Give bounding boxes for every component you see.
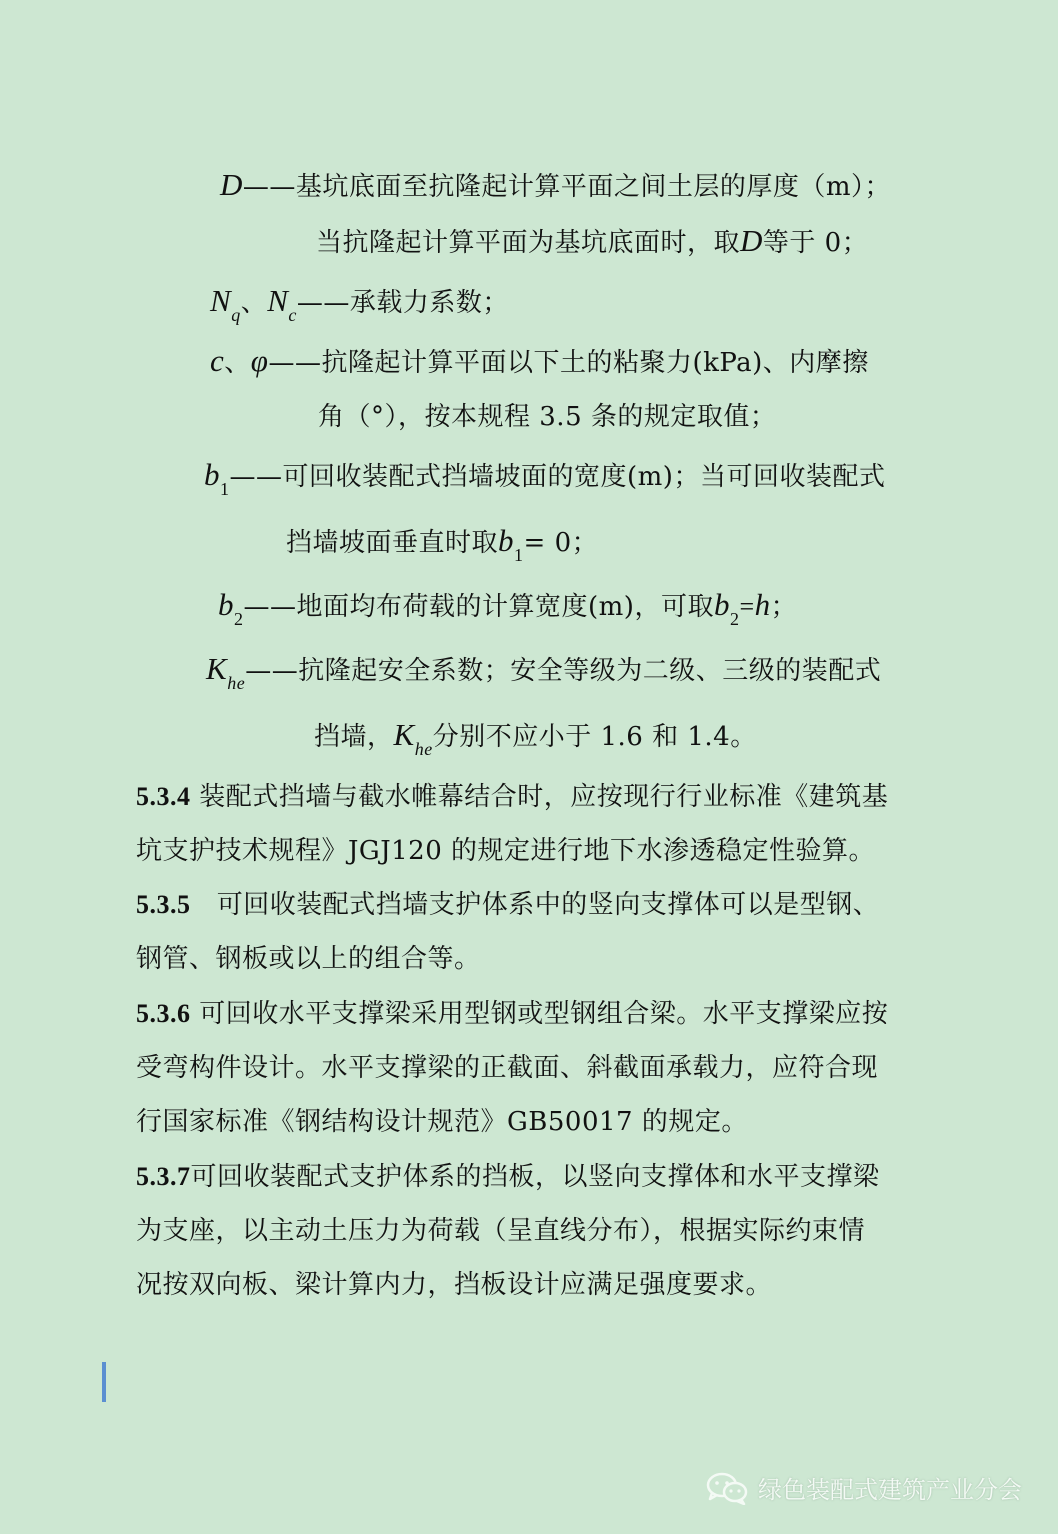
symbol-phi: φ: [250, 343, 269, 378]
clause-text: 可回收装配式挡墙支护体系中的竖向支撑体可以是型钢、: [216, 890, 880, 920]
definition-text: 地面均布荷载的计算宽度(m)，可取: [296, 592, 714, 622]
symbol-c: c: [210, 343, 225, 378]
definition-text: 抗隆起安全系数；安全等级为二级、三级的装配式: [298, 656, 882, 686]
definition-text: 分别不应小于 1.6 和 1.4。: [432, 722, 757, 752]
separator: 、: [240, 288, 268, 318]
clause-text: 装配式挡墙与截水帷幕结合时，应按现行行业标准《建筑基: [199, 782, 889, 812]
symbol-d: D: [220, 167, 243, 202]
definition-khe-continuation: [314, 718, 757, 766]
definition-nq-nc: [210, 284, 509, 332]
clause-5-3-7-line-2: [136, 1214, 865, 1248]
clause-text: 坑支护技术规程》JGJ120 的规定进行地下水渗透稳定性验算。: [136, 836, 876, 866]
dash: ——: [243, 592, 297, 622]
definition-text: ；: [770, 592, 798, 622]
definition-b1: [204, 458, 885, 506]
dash: ——: [229, 462, 283, 492]
dash: ——: [242, 172, 296, 202]
clause-number: 5.3.6: [136, 999, 191, 1028]
clause-5-3-5: [136, 888, 879, 922]
symbol-b: b: [498, 523, 515, 558]
separator: 、: [224, 348, 251, 378]
clause-5-3-7-line-3: [136, 1268, 772, 1302]
symbol-b: b: [713, 587, 730, 622]
clause-text: 可回收装配式支护体系的挡板，以竖向支撑体和水平支撑梁: [190, 1162, 880, 1192]
symbol-h: h: [754, 587, 771, 622]
text-cursor: [102, 1362, 106, 1402]
dash: ——: [296, 288, 350, 318]
wechat-icon: [704, 1471, 750, 1505]
clause-5-3-6: [136, 997, 888, 1031]
clause-text: 受弯构件设计。水平支撑梁的正截面、斜截面承载力，应符合现: [136, 1053, 879, 1083]
clause-number: 5.3.4: [136, 782, 191, 811]
subscript-2: 2: [729, 609, 740, 629]
clause-number: 5.3.7: [136, 1162, 191, 1191]
definition-khe: [206, 652, 881, 700]
clause-number: 5.3.5: [136, 890, 191, 919]
clause-text: 可回收水平支撑梁采用型钢或型钢组合梁。水平支撑梁应按: [199, 999, 889, 1029]
definition-text: 承载力系数；: [349, 288, 509, 318]
definition-text: 等于 0；: [762, 228, 869, 258]
definition-c-phi-continuation: [318, 400, 776, 434]
clause-text: 况按双向板、梁计算内力，挡板设计应满足强度要求。: [136, 1270, 773, 1300]
symbol-k: K: [393, 717, 415, 752]
subscript-he: he: [414, 739, 433, 759]
definition-d-continuation: [316, 224, 868, 260]
definition-b1-continuation: [286, 524, 598, 572]
symbol-b: b: [218, 587, 234, 622]
watermark: [704, 1470, 1022, 1505]
symbol-n: N: [267, 283, 289, 318]
clause-5-3-5-line-2: [136, 942, 481, 976]
definition-text: 基坑底面至抗隆起计算平面之间土层的厚度（m）；: [295, 172, 892, 202]
subscript-1: 1: [514, 545, 524, 565]
definition-text: 挡墙，: [314, 722, 394, 752]
dash: ——: [268, 348, 322, 378]
definition-c-phi: [210, 344, 869, 380]
subscript-2: 2: [234, 609, 244, 629]
definition-d: [220, 168, 891, 204]
clause-5-3-6-line-3: [136, 1105, 748, 1139]
definition-text: 角（°），按本规程 3.5 条的规定取值；: [318, 402, 777, 432]
subscript-1: 1: [220, 479, 230, 499]
symbol-k: K: [206, 651, 228, 686]
definition-text: 抗隆起计算平面以下土的粘聚力(kPa)、内摩擦: [321, 348, 869, 378]
definition-text: 可回收装配式挡墙坡面的宽度(m)；当可回收装配式: [282, 462, 886, 492]
subscript-q: q: [231, 305, 241, 325]
symbol-d: D: [740, 223, 763, 258]
clause-5-3-6-line-2: [136, 1051, 878, 1085]
dash: ——: [245, 656, 299, 686]
equals-sign: =: [739, 592, 755, 621]
clause-5-3-4: [136, 780, 888, 814]
symbol-b: b: [204, 457, 220, 492]
subscript-he: he: [227, 673, 246, 693]
watermark-text: 绿色装配式建筑产业分会: [758, 1476, 1022, 1504]
clause-text: 行国家标准《钢结构设计规范》GB50017 的规定。: [136, 1107, 748, 1137]
subscript-c: c: [288, 305, 297, 325]
clause-5-3-4-line-2: [136, 834, 875, 868]
symbol-n: N: [210, 283, 232, 318]
clause-text: 钢管、钢板或以上的组合等。: [136, 944, 481, 974]
clause-5-3-7: [136, 1160, 880, 1194]
definition-b2: [218, 588, 797, 636]
definition-text: 当抗隆起计算平面为基坑底面时，取: [316, 228, 741, 258]
definition-text: = 0；: [523, 528, 599, 558]
definition-text: 挡墙坡面垂直时取: [286, 528, 499, 558]
clause-text: 为支座，以主动土压力为荷载（呈直线分布），根据实际约束情: [136, 1216, 866, 1246]
